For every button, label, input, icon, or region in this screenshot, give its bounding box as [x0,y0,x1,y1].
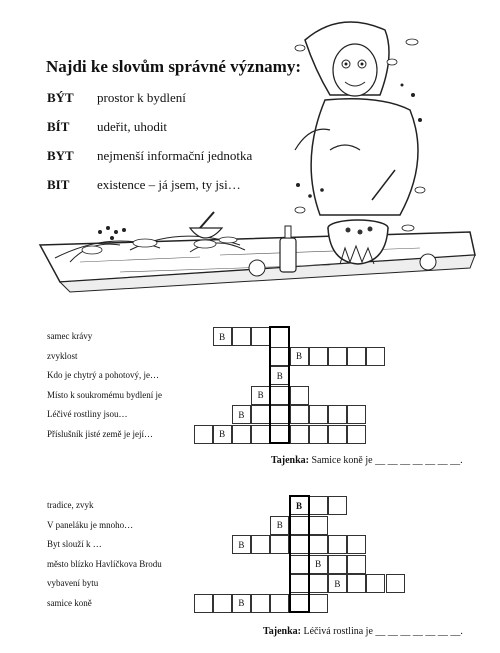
crossword-cell-given-letter[interactable]: B [270,366,289,385]
page-heading: Najdi ke slovům správné významy: [46,57,302,76]
crossword-cell[interactable] [290,555,309,574]
crossword-cell-given-letter[interactable]: B [232,535,251,554]
crossword-cell[interactable] [251,405,270,424]
crossword-cell[interactable] [290,535,309,554]
crossword-cell[interactable] [347,405,366,424]
pair-word: BÍT [47,119,70,134]
crossword-cell[interactable] [309,594,328,613]
crossword-cell[interactable] [232,425,251,444]
crossword-clue: město blízko Havlíčkova Brodu [47,558,162,569]
crossword-cell[interactable] [270,535,289,554]
crossword-cell[interactable] [232,327,251,346]
crossword-clue: Kdo je chytrý a pohotový, je… [47,370,159,380]
crossword-cell[interactable] [309,405,328,424]
crossword-cell[interactable] [328,535,347,554]
crossword-cell-given-letter[interactable]: B [232,405,251,424]
crossword-cell[interactable] [270,405,289,424]
crossword-cell[interactable] [347,555,366,574]
crossword-cell-given-letter[interactable]: B [290,347,309,366]
crossword-cell[interactable] [309,425,328,444]
pair-meaning: udeřit, uhodit [97,119,168,134]
crossword-cell[interactable] [270,386,289,405]
crossword-cell[interactable] [251,594,270,613]
crossword-clue: samice koně [47,597,92,608]
crossword-cell[interactable] [251,425,270,444]
crossword-clue: Příslušník jisté země je její… [47,428,153,439]
crossword-cell[interactable] [270,594,289,613]
crossword-cell[interactable] [213,594,232,613]
crossword-cell[interactable] [309,535,328,554]
pair-word: BIT [47,177,70,192]
crossword-cell[interactable] [328,555,347,574]
crossword-cell-given-letter[interactable]: B [328,574,347,593]
crossword-cell[interactable] [290,594,309,613]
crossword-cell[interactable] [251,327,270,346]
crossword-clue: Léčivé rostliny jsou… [47,409,128,419]
tajenka-2: Tajenka: Léčivá rostlina je __ __ __ __ __ __ __. [263,626,463,637]
crossword-cell[interactable] [194,425,213,444]
crossword-cell[interactable] [290,425,309,444]
crossword-cell[interactable] [366,347,385,366]
crossword-cell[interactable] [328,405,347,424]
crossword-cell-given-letter[interactable]: B [232,594,251,613]
crossword-cell-given-letter[interactable]: B [270,516,289,535]
pair-meaning: existence – já jsem, ty jsi… [97,177,241,192]
crossword-cell[interactable] [290,386,309,405]
crossword-clue: samec krávy [47,331,93,341]
crossword-cell[interactable] [347,535,366,554]
tajenka-1: Tajenka: Samice koně je __ __ __ __ __ __ __. [271,455,463,466]
crossword-cell[interactable] [347,574,366,593]
pair-meaning: prostor k bydlení [97,90,186,105]
pair-meaning: nejmenší informační jednotka [97,148,253,163]
crossword-clue: tradice, zvyk [47,500,94,510]
crossword-cell[interactable] [386,574,405,593]
crossword-cell-given-letter[interactable]: B [290,496,309,515]
crossword-clue: V paneláku je mnoho… [47,519,134,530]
crossword-cell-given-letter[interactable]: B [251,386,270,405]
crossword-cell[interactable] [328,347,347,366]
crossword-cell-given-letter[interactable]: B [213,425,232,444]
crossword-clue: Byt slouží k … [47,539,102,549]
crossword-cell-given-letter[interactable]: B [309,555,328,574]
crossword-cell[interactable] [309,347,328,366]
pair-word: BÝT [47,90,74,105]
crossword-cell-given-letter[interactable]: B [213,327,232,346]
crossword-cell[interactable] [366,574,385,593]
crossword-clue: Místo k soukromému bydlení je [47,389,162,400]
crossword-cell[interactable] [347,347,366,366]
crossword-cell[interactable] [328,425,347,444]
crossword-cell[interactable] [309,574,328,593]
crossword-cell[interactable] [251,535,270,554]
pair-word: BYT [47,148,74,163]
crossword-cell[interactable] [270,347,289,366]
crossword-clue: vybavení bytu [47,578,99,588]
crossword-cell[interactable] [194,594,213,613]
crossword-cell[interactable] [270,425,289,444]
crossword-cell[interactable] [290,405,309,424]
crossword-cell[interactable] [290,574,309,593]
crossword-clue: zvyklost [47,350,78,361]
crossword-cell[interactable] [309,496,328,515]
crossword-cell[interactable] [290,516,309,535]
crossword-cell[interactable] [309,516,328,535]
crossword-cell[interactable] [328,496,347,515]
crossword-cell[interactable] [347,425,366,444]
